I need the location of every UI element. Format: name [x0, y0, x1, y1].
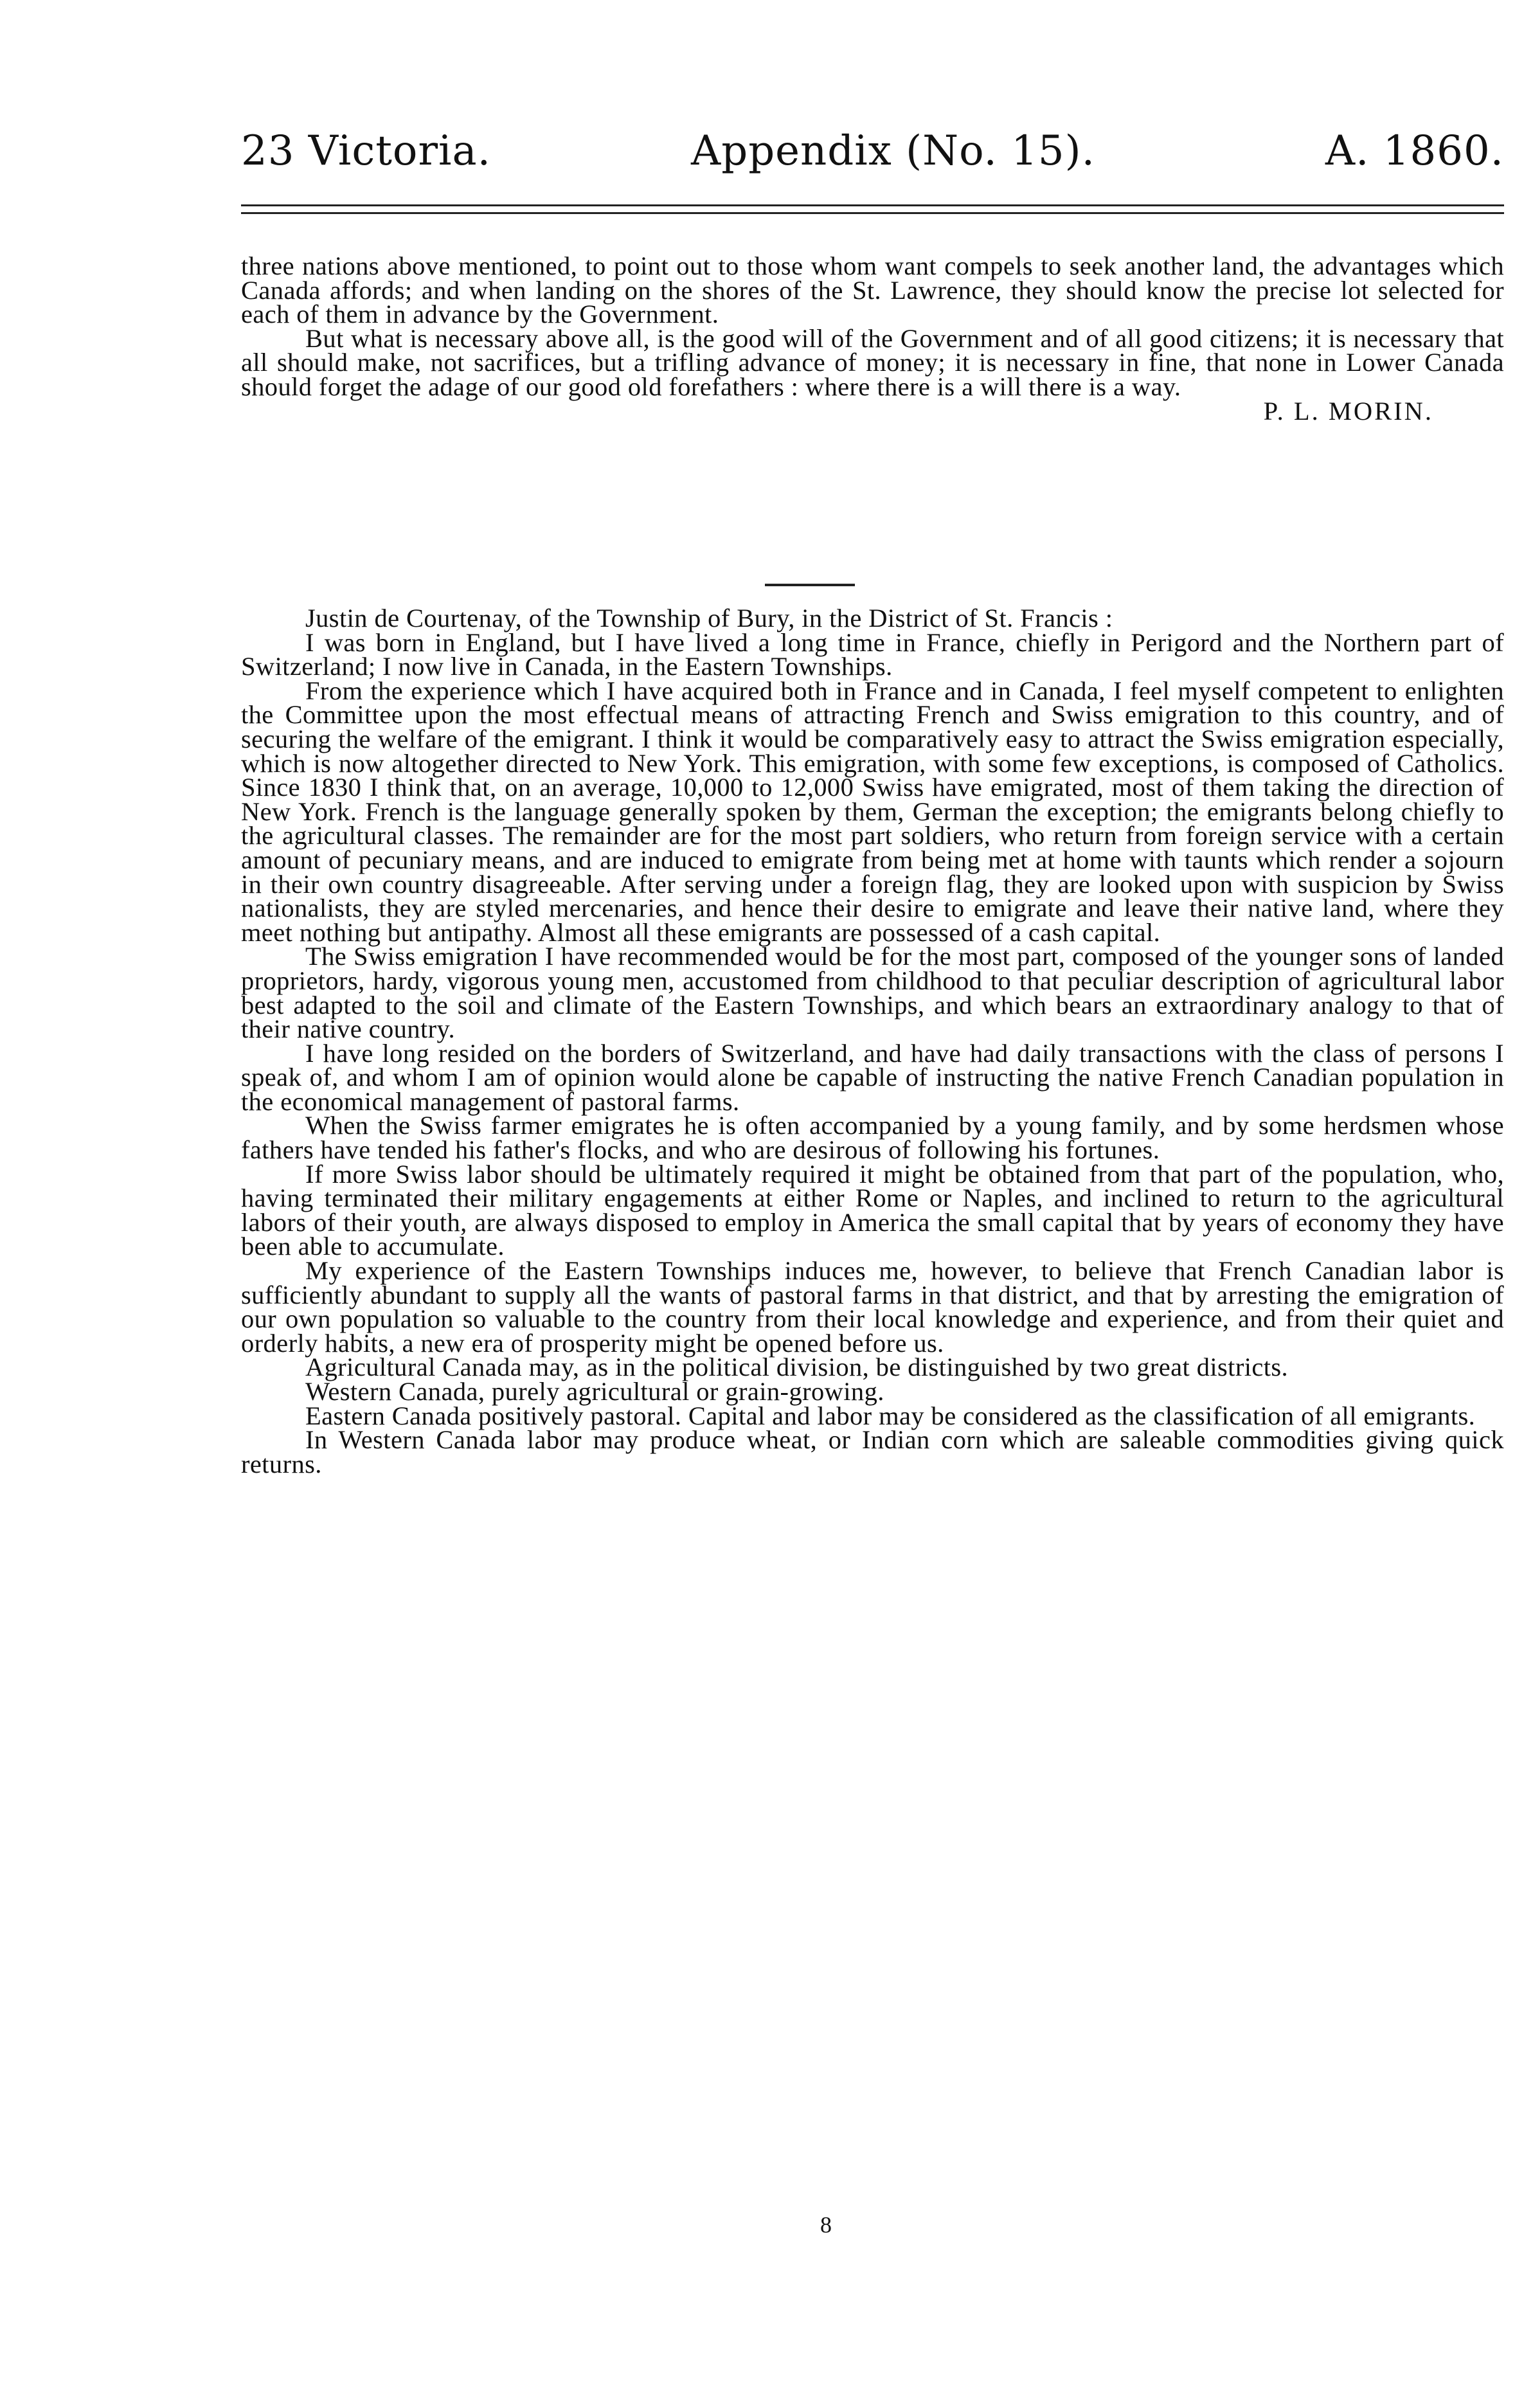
paragraph: Western Canada, purely agricultural or grain-growing.: [305, 1377, 884, 1406]
courtenay-section: [241, 606, 1504, 1476]
header-appendix: Appendix (No. 15).: [691, 127, 1095, 175]
paragraph: Agricultural Canada may, as in the political division, be distinguished by two great districts.: [305, 1352, 1289, 1382]
paragraph: From the experience which I have acquired both in France and in Canada, I feel myself competent to enlighten the Committee upon the most effectual means of attracting French and Swiss emigration to this country, and of securing the welfare of the emigrant. I think it would be comparatively easy to attract the Swiss emigration especially, which is now altogether directed to New York. This emigration, with some few exceptions, is composed of Catholics. Since 1830 I think that, on an average, 10,000 to 12,000 Swiss have emigrated, most of them taking the direction of New York. French is the language generally spoken by them, German the exception; the emigrants belong chiefly to the agricultural classes. The remainder are for the most part soldiers, who return from foreign service with a certain amount of pecuniary means, and are induced to emigrate from being met at home with taunts which render a sojourn in their own country disagreeable. After serving under a foreign flag, they are looked upon with suspicion by Swiss nationalists, they are styled mercenaries, and hence their desire to emigrate and leave their native land, where they meet nothing but antipathy. Almost all these emigrants are possessed of a cash capital.: [241, 676, 1504, 947]
paragraph: I have long resided on the borders of Switzerland, and have had daily transactions with the class of persons I speak of, and whom I am of opinion would alone be capable of instructing the native French Canadian population in the economical management of pastoral farms.: [241, 1038, 1504, 1116]
testimony-intro: Justin de Courtenay, of the Township of Bury, in the District of St. Francis :: [305, 604, 1113, 633]
paragraph: Eastern Canada positively pastoral. Capital and labor may be considered as the classification of all emigrants.: [305, 1401, 1476, 1430]
paragraph: When the Swiss farmer emigrates he is often accompanied by a young family, and by some herdsmen whose fathers have tended his father's flocks, and who are desirous of following his fortunes.: [241, 1111, 1504, 1165]
paragraph: In Western Canada labor may produce wheat, or Indian corn which are saleable commodities giving quick returns.: [241, 1425, 1504, 1478]
morin-section: [241, 251, 1504, 426]
header-rule-bottom: [241, 212, 1504, 214]
header-rule-top: [241, 204, 1504, 206]
signature: P. L. MORIN.: [1263, 396, 1433, 426]
paragraph: three nations above mentioned, to point out to those whom want compels to seek another land, the advantages which Canada affords; and when landing on the shores of the St. Lawrence, they should know the precise lot selected for each of them in advance by the Government.: [241, 251, 1504, 329]
paragraph: My experience of the Eastern Townships induces me, however, to believe that French Canadian labor is sufficiently abundant to supply all the wants of pastoral farms in that district, and that by arresting the emigration of our own population so valuable to the country from their local knowledge and experience, and from their quiet and orderly habits, a new era of prosperity might be opened before us.: [241, 1256, 1504, 1358]
paragraph: The Swiss emigration I have recommended would be for the most part, composed of the younger sons of landed proprietors, hardy, vigorous young men, accustomed from childhood to that peculiar description of agricultural labor best adapted to the soil and climate of the Eastern Townships, and which bears an extraordinary analogy to that of their native country.: [241, 942, 1504, 1044]
page-number: 8: [820, 2212, 832, 2238]
paragraph: If more Swiss labor should be ultimately required it might be obtained from that part of the population, who, having terminated their military engagements at either Rome or Naples, and inclined to return to the agricultural labors of their youth, are always disposed to employ in America the small capital that by years of economy they have been able to accumulate.: [241, 1159, 1504, 1261]
header-session: 23 Victoria.: [241, 127, 491, 175]
running-header: [241, 125, 1504, 177]
paragraph: I was born in England, but I have lived a long time in France, chiefly in Perigord and the Northern part of Switzerland; I now live in Canada, in the Eastern Townships.: [241, 627, 1504, 681]
header-year: A. 1860.: [1325, 127, 1504, 175]
section-divider: [765, 584, 855, 586]
paragraph: But what is necessary above all, is the good will of the Government and of all good citizens; it is necessary that all should make, not sacrifices, but a trifling advance of money; it is necessary in fine, that none in Lower Canada should forget the adage of our good old forefathers : where there is a will there is a way.: [241, 323, 1504, 401]
